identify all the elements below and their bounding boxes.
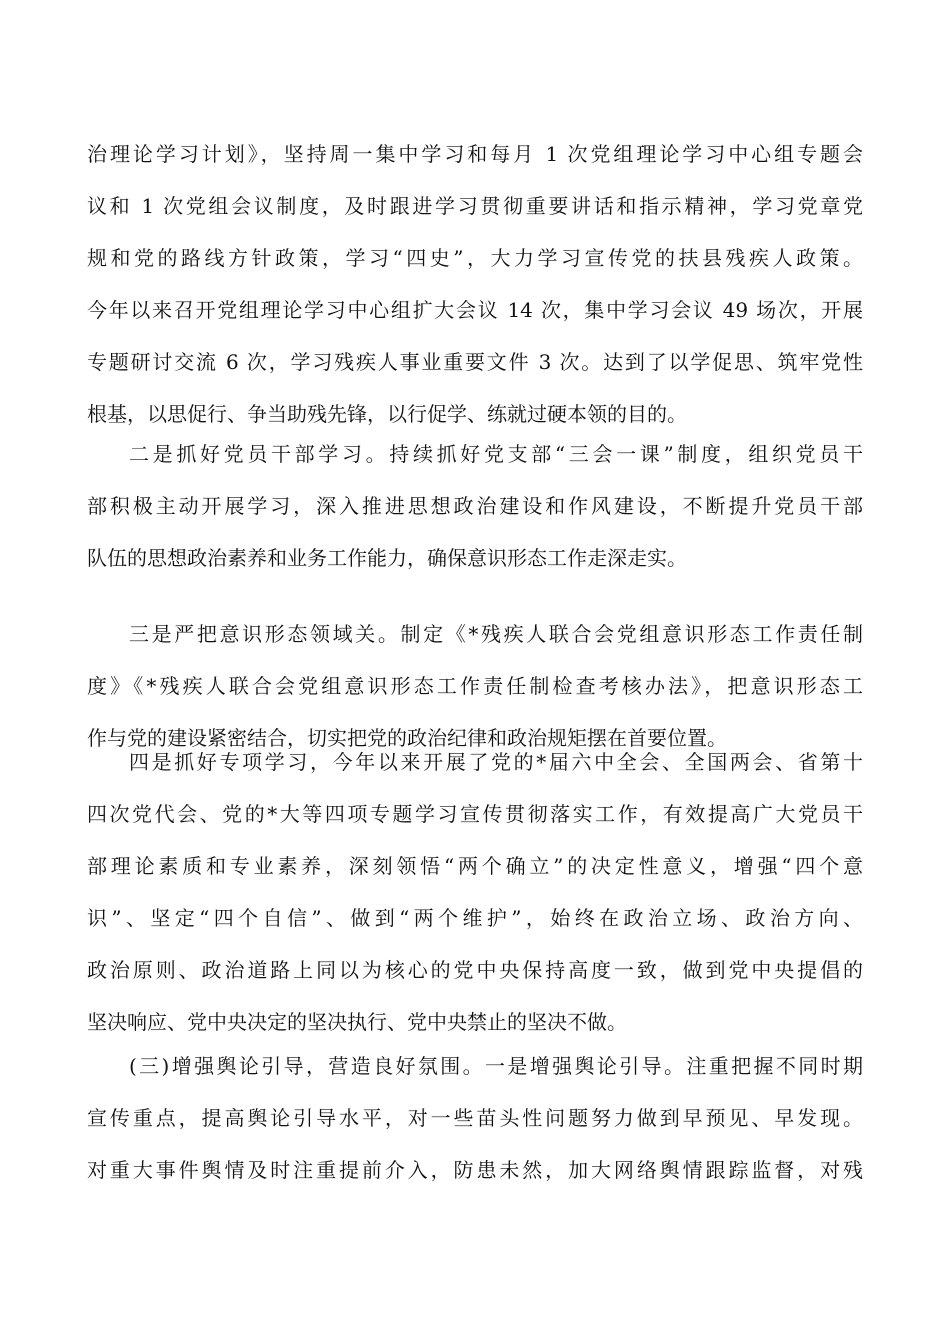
paragraph-line: 二是抓好党员干部学习。持续抓好党支部“三会一课”制度，组织党员干 — [129, 442, 863, 466]
paragraph-line: 根基，以思促行、争当助残先锋，以行促学、练就过硬本领的目的。 — [87, 402, 687, 426]
paragraph-line: 队伍的思想政治素养和业务工作能力，确保意识形态工作走深走实。 — [87, 546, 687, 570]
paragraph-line: 三是严把意识形态领域关。制定《*残疾人联合会党组意识形态工作责任制 — [129, 622, 863, 646]
paragraph-line: 今年以来召开党组理论学习中心组扩大会议 14 次，集中学习会议 49 场次，开展 — [87, 298, 863, 322]
paragraph-line: 四是抓好专项学习，今年以来开展了党的*届六中全会、全国两会、省第十 — [129, 750, 863, 774]
paragraph-study-plan — [87, 128, 863, 440]
paragraph-special-study — [87, 736, 863, 1048]
paragraph-line: (三)增强舆论引导，营造良好氛围。一是增强舆论引导。注重把握不同时期 — [129, 1054, 863, 1078]
paragraph-cadre-study — [87, 428, 863, 584]
paragraph-line: 作与党的建设紧密结合，切实把党的政治纪律和政治规矩摆在首要位置。 — [87, 726, 727, 750]
paragraph-line: 四次党代会、党的*大等四项专题学习宣传贯彻落实工作，有效提高广大党员干 — [87, 802, 863, 826]
paragraph-line: 部积极主动开展学习，深入推进思想政治建设和作风建设，不断提升党员干部 — [87, 494, 863, 518]
paragraph-line: 专题研讨交流 6 次，学习残疾人事业重要文件 3 次。达到了以学促思、筑牢党性 — [87, 350, 863, 374]
paragraph-line: 部理论素质和专业素养，深刻领悟“两个确立”的决定性意义，增强“四个意 — [87, 854, 863, 878]
paragraph-line: 政治原则、政治道路上同以为核心的党中央保持高度一致，做到党中央提倡的 — [87, 958, 863, 982]
paragraph-line: 识”、坚定“四个自信”、做到“两个维护”，始终在政治立场、政治方向、 — [87, 906, 863, 930]
paragraph-line: 治理论学习计划》，坚持周一集中学习和每月 1 次党组理论学习中心组专题会 — [87, 142, 863, 166]
paragraph-line: 宣传重点，提高舆论引导水平，对一些苗头性问题努力做到早预见、早发现。 — [87, 1106, 863, 1130]
paragraph-line: 度》《*残疾人联合会党组意识形态工作责任制检查考核办法》，把意识形态工 — [87, 674, 863, 698]
paragraph-line: 对重大事件舆情及时注重提前介入，防患未然，加大网络舆情跟踪监督，对残 — [87, 1158, 863, 1182]
paragraph-line: 坚决响应、党中央决定的坚决执行、党中央禁止的坚决不做。 — [87, 1010, 627, 1034]
paragraph-line: 规和党的路线方针政策，学习“四史”，大力学习宣传党的扶县残疾人政策。 — [87, 246, 863, 270]
paragraph-line: 议和 1 次党组会议制度，及时跟进学习贯彻重要讲话和指示精神，学习党章党 — [87, 194, 863, 218]
paragraph-public-opinion — [87, 1040, 863, 1196]
